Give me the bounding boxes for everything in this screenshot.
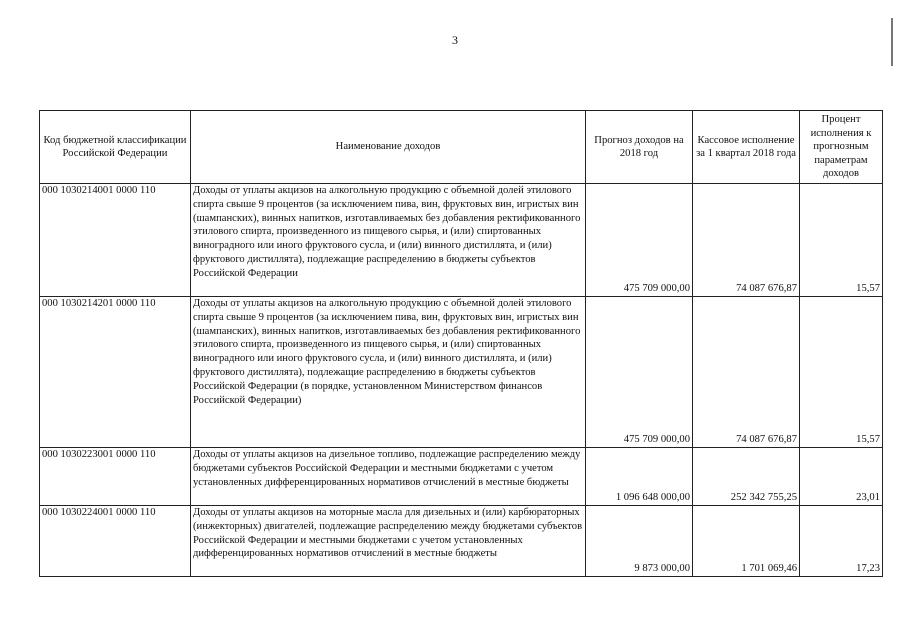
cell-code: 000 1030214001 0000 110 bbox=[40, 184, 191, 297]
cell-forecast: 9 873 000,00 bbox=[586, 506, 693, 577]
header-name: Наименование доходов bbox=[191, 111, 586, 184]
header-forecast: Прогноз доходов на 2018 год bbox=[586, 111, 693, 184]
header-cash: Кассовое исполнение за 1 квартал 2018 года bbox=[693, 111, 800, 184]
cell-percent: 23,01 bbox=[800, 448, 883, 506]
table-header-row bbox=[40, 111, 883, 184]
cell-name: Доходы от уплаты акцизов на моторные масла для дизельных и (или) карбюраторных (инжекторных) двигателей, подлежащие распределению между бюджетами субъектов Российской Федерации и местными бюджетами с учетом установленных дифференцированных нормативов отчислений в местные бюджеты bbox=[191, 506, 586, 577]
cell-name: Доходы от уплаты акцизов на алкогольную продукцию с объемной долей этилового спирта свыше 9 процентов (за исключением пива, вин, фруктовых вин, игристых вин (шампанских), винных напитков, изготавливаемых без добавления ректификованного этилового спирта, произведенного из пищевого сырья, и (или) спиртованных виноградного или иного фруктового сусла, и (или) винного дистиллята, и (или) фруктового дистиллята), подлежащие распределению в бюджеты субъектов Российской Федерации (в порядке, установленном Министерством финансов Российской Федерации) bbox=[191, 297, 586, 448]
cell-cash: 252 342 755,25 bbox=[693, 448, 800, 506]
table-row bbox=[40, 448, 883, 506]
cell-forecast: 475 709 000,00 bbox=[586, 184, 693, 297]
scan-edge-mark bbox=[891, 18, 893, 66]
cell-cash: 74 087 676,87 bbox=[693, 184, 800, 297]
table-row bbox=[40, 506, 883, 577]
cell-code: 000 1030223001 0000 110 bbox=[40, 448, 191, 506]
header-percent: Процент исполнения к прогнозным параметрам доходов bbox=[800, 111, 883, 184]
cell-forecast: 1 096 648 000,00 bbox=[586, 448, 693, 506]
table-row bbox=[40, 184, 883, 297]
cell-code: 000 1030214201 0000 110 bbox=[40, 297, 191, 448]
table-row bbox=[40, 297, 883, 448]
cell-code: 000 1030224001 0000 110 bbox=[40, 506, 191, 577]
income-table bbox=[39, 110, 883, 577]
page-number: 3 bbox=[452, 33, 458, 47]
cell-cash: 1 701 069,46 bbox=[693, 506, 800, 577]
cell-percent: 15,57 bbox=[800, 184, 883, 297]
cell-forecast: 475 709 000,00 bbox=[586, 297, 693, 448]
header-code: Код бюджетной классификации Российской Федерации bbox=[40, 111, 191, 184]
cell-percent: 17,23 bbox=[800, 506, 883, 577]
cell-name: Доходы от уплаты акцизов на алкогольную продукцию с объемной долей этилового спирта свыше 9 процентов (за исключением пива, вин, фруктовых вин, игристых вин (шампанских), винных напитков, изготавливаемых без добавления ректификованного этилового спирта, произведенного из пищевого сырья, и (или) спиртованных виноградного или иного фруктового сусла, и (или) винного дистиллята, и (или) фруктового дистиллята), подлежащие распределению в бюджеты субъектов Российской Федерации bbox=[191, 184, 586, 297]
cell-percent: 15,57 bbox=[800, 297, 883, 448]
cell-name: Доходы от уплаты акцизов на дизельное топливо, подлежащие распределению между бюджетами субъектов Российской Федерации и местными бюджетами с учетом установленных дифференцированных нормативов отчислений в местные бюджеты bbox=[191, 448, 586, 506]
cell-cash: 74 087 676,87 bbox=[693, 297, 800, 448]
